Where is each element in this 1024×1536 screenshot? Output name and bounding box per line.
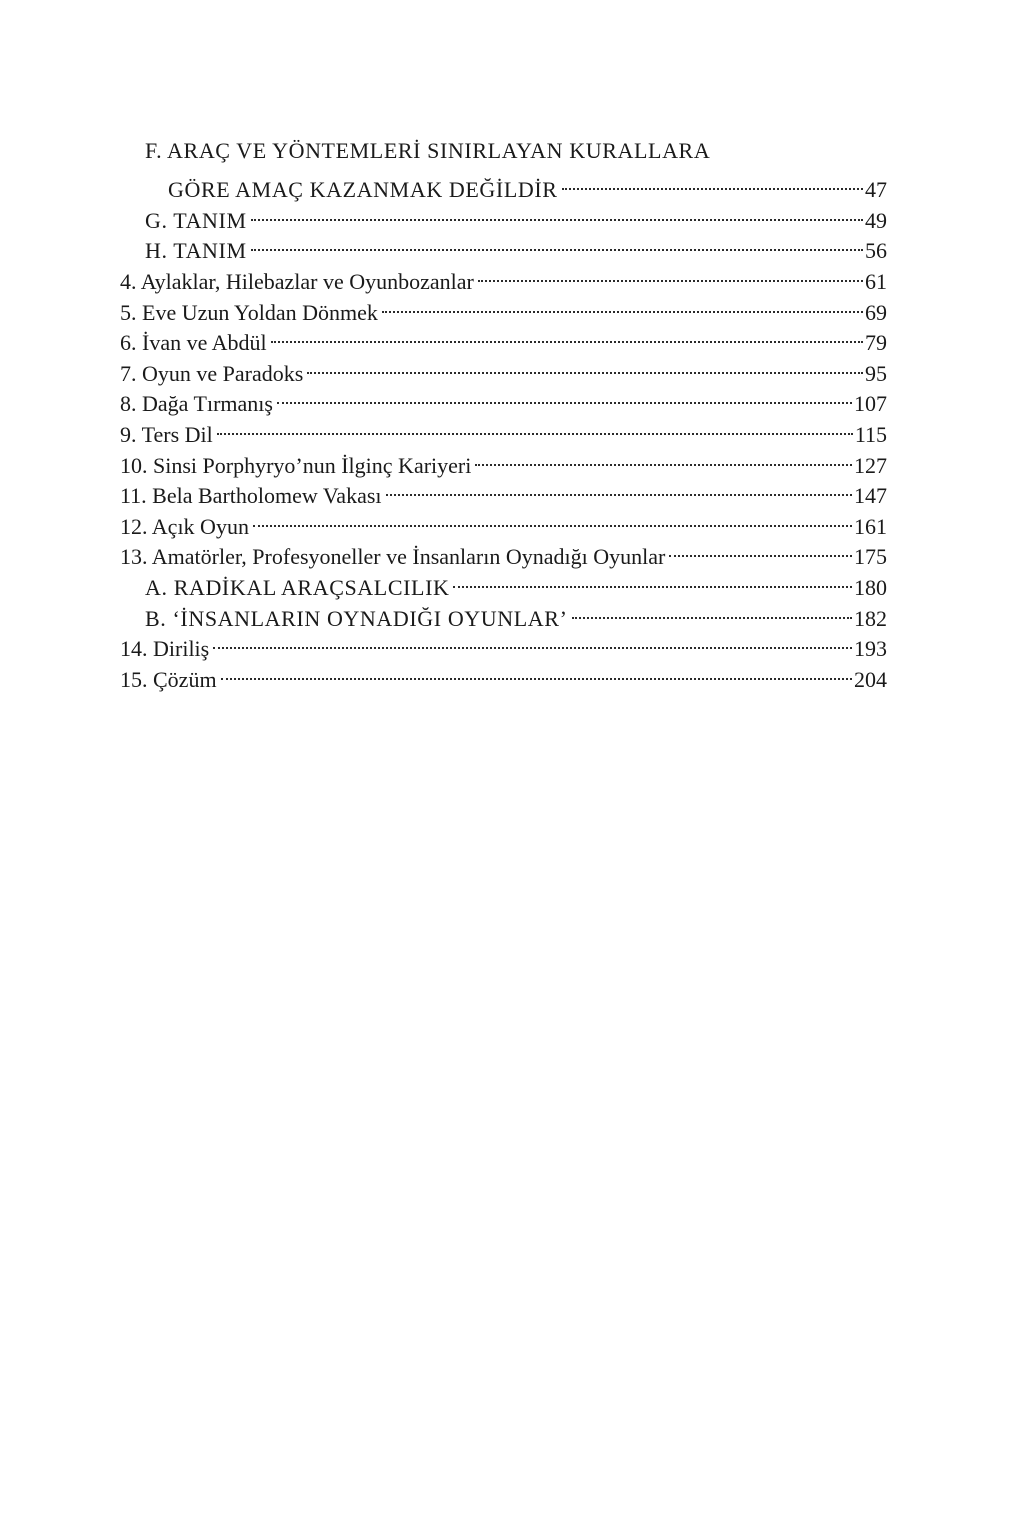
dot-leader: [572, 595, 853, 626]
toc-entry-f-heading[interactable]: [120, 136, 887, 167]
dot-leader: [221, 656, 852, 687]
toc-entry-title: F. ARAÇ VE YÖNTEMLERİ SINIRLAYAN KURALLARA: [145, 138, 711, 163]
toc-entry-page: 47: [865, 177, 887, 203]
toc-entry-page: 49: [865, 207, 887, 233]
toc-entry-title: H. TANIM: [145, 238, 247, 264]
toc-entry-title: 5. Eve Uzun Yoldan Dönmek: [120, 299, 378, 325]
toc-entry-page: 69: [865, 299, 887, 325]
toc-entry-title: 15. Çözüm: [120, 666, 217, 692]
toc-entry-title: 14. Diriliş: [120, 636, 210, 662]
toc-entry-page: 56: [865, 238, 887, 264]
toc-entry-page: 175: [854, 544, 887, 570]
toc-entry-chapter-15[interactable]: [120, 656, 887, 692]
toc-entry-title: 13. Amatörler, Profesyoneller ve İnsanların Oynadığı Oyunlar: [120, 544, 666, 570]
dot-leader: [669, 534, 852, 565]
dot-leader: [307, 350, 863, 381]
dot-leader: [251, 228, 863, 259]
toc-entry-title: A. RADİKAL ARAÇSALCILIK: [145, 574, 450, 600]
toc-entry-title: 8. Dağa Tırmanış: [120, 391, 273, 417]
toc-entry-title: 7. Oyun ve Paradoks: [120, 360, 304, 386]
toc-entry-page: 61: [865, 268, 887, 294]
toc-entry-page: 193: [854, 636, 887, 662]
toc-entry-page: 107: [854, 391, 887, 417]
toc-entry-chapter-9[interactable]: [120, 411, 887, 447]
toc-entry-page: 161: [854, 513, 887, 539]
dot-leader: [475, 442, 852, 473]
toc-entry-title: 10. Sinsi Porphyryo’nun İlginç Kariyeri: [120, 452, 472, 478]
toc-entry-title: GÖRE AMAÇ KAZANMAK DEĞİLDİR: [168, 177, 558, 203]
table-of-contents: [120, 136, 887, 692]
toc-entry-chapter-14[interactable]: [120, 626, 887, 662]
toc-entry-title: 12. Açık Oyun: [120, 513, 249, 539]
toc-entry-title: 6. İvan ve Abdül: [120, 330, 267, 356]
toc-entry-page: 147: [854, 483, 887, 509]
toc-entry-title: 4. Aylaklar, Hilebazlar ve Oyunbozanlar: [120, 268, 474, 294]
toc-entry-title: 11. Bela Bartholomew Vakası: [120, 483, 382, 509]
dot-leader: [271, 320, 863, 351]
toc-entry-title: B. ‘İNSANLARIN OYNADIĞI OYUNLAR’: [145, 605, 568, 631]
toc-entry-page: 182: [854, 605, 887, 631]
toc-entry-page: 115: [854, 421, 887, 447]
dot-leader: [253, 503, 852, 534]
dot-leader: [382, 289, 863, 320]
toc-entry-f-heading-cont[interactable]: [120, 167, 887, 203]
dot-leader: [217, 411, 853, 442]
toc-entry-page: 204: [854, 666, 887, 692]
toc-entry-page: 79: [865, 330, 887, 356]
dot-leader: [386, 473, 852, 504]
toc-entry-page: 95: [865, 360, 887, 386]
dot-leader: [562, 167, 863, 198]
toc-entry-page: 180: [854, 574, 887, 600]
dot-leader: [478, 258, 863, 289]
dot-leader: [251, 197, 863, 228]
toc-entry-page: 127: [854, 452, 887, 478]
dot-leader: [213, 626, 852, 657]
toc-entry-title: G. TANIM: [145, 207, 247, 233]
toc-entry-chapter-10[interactable]: [120, 442, 887, 478]
dot-leader: [277, 381, 852, 412]
dot-leader: [453, 564, 852, 595]
toc-entry-title: 9. Ters Dil: [120, 421, 213, 447]
